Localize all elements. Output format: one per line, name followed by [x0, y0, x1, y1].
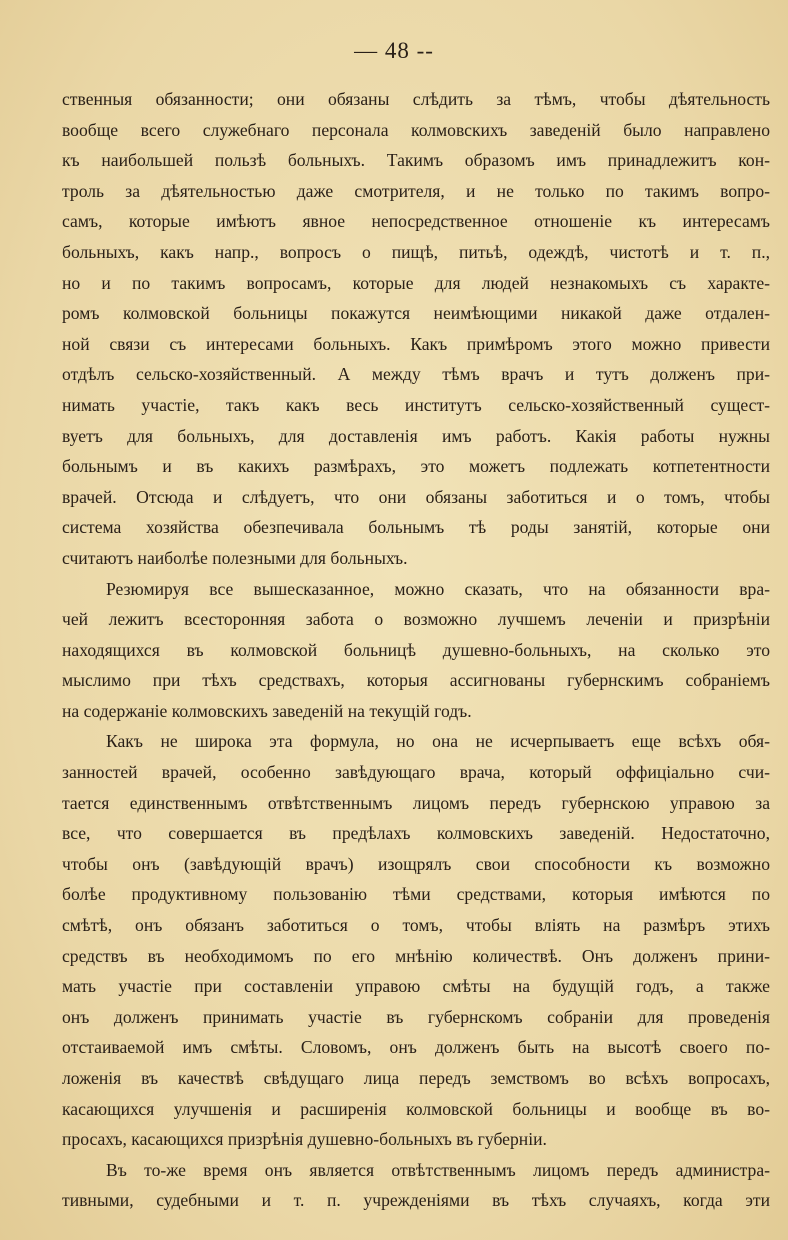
text-line: все, что совершается въ предѣлахъ колмовскихъ заведенiй. Недостаточно,	[62, 823, 770, 844]
page-number: — 48 --	[354, 38, 434, 63]
text-line: система хозяйства обезпечивала больнымъ тѣ роды занятiй, которые они	[62, 517, 770, 538]
text-line: онъ долженъ принимать участiе въ губернскомъ собранiи для проведенiя	[62, 1006, 770, 1027]
paragraph-4	[62, 1155, 770, 1216]
text-line: мыслимо при тѣхъ средствахъ, которыя ассигнованы губернскимъ собранiемъ	[62, 670, 770, 691]
paragraph-3	[62, 726, 770, 1154]
text-line: къ наибольшей пользѣ больныхъ. Такимъ образомъ имъ принадлежитъ кон-	[62, 150, 770, 171]
text-line: вуетъ для больныхъ, для доставленiя имъ работъ. Какiя работы нужны	[62, 425, 770, 446]
text-line: ной связи съ интересами больныхъ. Какъ примѣромъ этого можно привести	[62, 333, 770, 354]
text-line: мать участiе при составленiи управою смѣты на будущiй годъ, а также	[62, 976, 770, 997]
text-line: отдѣлъ сельско-хозяйственный. А между тѣмъ врачъ и тутъ долженъ при-	[62, 364, 770, 385]
text-line: Какъ не широка эта формула, но она не исчерпываетъ еще всѣхъ обя-	[106, 731, 770, 752]
text-line: ственныя обязанности; они обязаны слѣдить за тѣмъ, чтобы дѣятельность	[62, 89, 770, 109]
text-line: больныхъ, какъ напр., вопросъ о пищѣ, питьѣ, одеждѣ, чистотѣ и т. п.,	[62, 241, 770, 262]
text-line: отстаиваемой имъ смѣты. Словомъ, онъ долженъ быть на высотѣ своего по-	[62, 1037, 770, 1058]
text-line: находящихся въ колмовской больницѣ душевно-больныхъ, на сколько это	[62, 639, 770, 660]
text-line: чтобы онъ (завѣдующiй врачъ) изощрялъ свои способности къ возможно	[62, 853, 770, 874]
text-line: на содержанiе колмовскихъ заведенiй на текущiй годъ.	[62, 700, 472, 721]
text-line: занностей врачей, особенно завѣдующаго врача, который оффицiально счи-	[62, 762, 770, 783]
text-line: считаютъ наиболѣе полезными для больныхъ.	[62, 547, 408, 568]
text-line: касающихся улучшенiя и расширенiя колмовской больницы и вообще въ во-	[62, 1098, 770, 1119]
text-line: просахъ, касающихся призрѣнiя душевно-больныхъ въ губернiи.	[62, 1129, 547, 1150]
text-line: но и по такимъ вопросамъ, которые для людей незнакомыхъ съ характе-	[62, 272, 770, 293]
text-line: вообще всего служебнаго персонала колмовскихъ заведенiй было направлено	[62, 119, 770, 140]
text-line: ромъ колмовской больницы покажутся неимѣющими никакой даже отдален-	[62, 303, 770, 324]
paragraph-2	[62, 574, 770, 727]
text-line: ложенiя въ качествѣ свѣдущаго лица передъ земствомъ во всѣхъ вопросахъ,	[62, 1068, 770, 1088]
text-line: смѣтѣ, онъ обязанъ заботиться о томъ, чтобы влiять на размѣръ этихъ	[62, 915, 770, 936]
text-line: Въ то-же время онъ является отвѣтственнымъ лицомъ передъ администра-	[106, 1159, 770, 1180]
text-line: врачей. Отсюда и слѣдуетъ, что они обязаны заботиться и о томъ, чтобы	[62, 486, 770, 507]
text-line: больнымъ и въ какихъ размѣрахъ, это можетъ подлежать котпетентности	[62, 456, 770, 477]
text-line: самъ, которые имѣютъ явное непосредственное отношенiе къ интересамъ	[62, 211, 770, 232]
text-line: тается единственнымъ отвѣтственнымъ лицомъ передъ губернскою управою за	[62, 792, 770, 813]
text-line: болѣе продуктивному пользованiю тѣми средствами, которыя имѣются по	[62, 884, 770, 905]
paragraph-1	[62, 84, 770, 574]
text-line: троль за дѣятельностью даже смотрителя, и не только по такимъ вопро-	[62, 180, 770, 201]
text-line: средствъ въ необходимомъ по его мнѣнiю количествѣ. Онъ долженъ прини-	[62, 945, 770, 966]
text-line: нимать участiе, такъ какъ весь институтъ сельско-хозяйственный сущест-	[62, 394, 770, 415]
text-line: чей лежитъ всесторонняя забота о возможно лучшемъ леченiи и призрѣнiи	[62, 609, 770, 630]
text-line: тивными, судебными и т. п. учрежденiями въ тѣхъ случаяхъ, когда эти	[62, 1190, 770, 1211]
text-line: Резюмируя все вышесказанное, можно сказать, что на обязанности вра-	[106, 578, 770, 599]
body-text	[62, 84, 770, 1216]
